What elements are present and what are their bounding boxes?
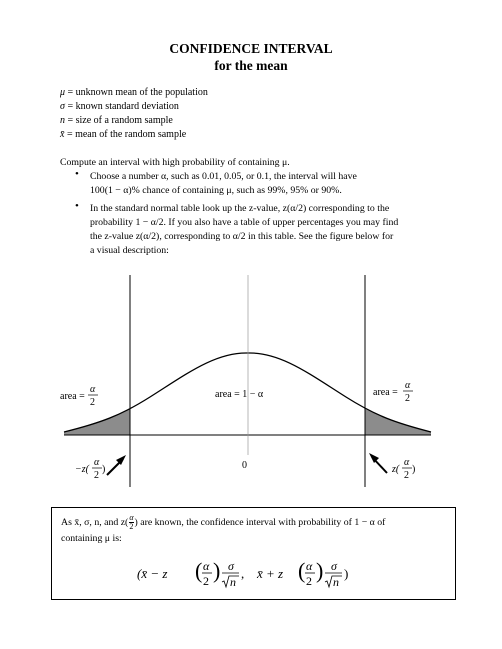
- left-z-frac-den: 2: [94, 470, 99, 481]
- result-line-2: containing μ is:: [61, 533, 122, 544]
- result-box: [51, 507, 456, 600]
- left-z-close: ): [102, 464, 106, 475]
- left-z-label: −z(: [75, 464, 89, 475]
- formula-sigma: σ: [228, 559, 234, 573]
- document-subtitle: for the mean: [214, 58, 288, 73]
- right-z-frac-num: α: [404, 457, 410, 468]
- left-z-frac-num: α: [94, 457, 100, 468]
- right-area-label: area =: [373, 387, 398, 398]
- definition-n: n = size of a random sample: [60, 115, 173, 126]
- right-area-frac-num: α: [405, 380, 411, 391]
- right-z-frac-den: 2: [404, 470, 409, 481]
- formula-two: 2: [203, 574, 209, 588]
- inline-fraction: $\frac{\alpha}{2}$: [129, 513, 134, 531]
- formula-sigma: σ: [331, 559, 337, 573]
- bullet-1-line-2: 100(1 − α)% chance of containing μ, such as 99%, 95% or 90%.: [90, 185, 342, 196]
- formula-two: 2: [306, 574, 312, 588]
- right-z-close: ): [412, 464, 416, 475]
- bullet-dot: •: [75, 168, 79, 180]
- left-area-frac-num: α: [90, 384, 96, 395]
- bullet-2-line-1: In the standard normal table look up the z-value, z(α/2) corresponding to the: [90, 203, 390, 214]
- formula-close: ): [344, 566, 349, 581]
- bullet-2-line-3: the z-value z(α/2), corresponding to α/2 in this table. See the figure below for: [90, 231, 394, 242]
- left-area-frac-den: 2: [90, 397, 95, 408]
- formula-alpha: α: [203, 559, 210, 573]
- right-z-label: z(: [392, 464, 400, 475]
- result-line-1-prefix: As x̄, σ, n, and z(: [61, 516, 129, 528]
- formula-paren: ): [316, 558, 324, 583]
- bullet-dot: •: [75, 200, 79, 212]
- result-line-1-suffix: ) are known, the confidence interval with probability of 1 − α of: [134, 516, 386, 528]
- formula-paren: ): [213, 558, 221, 583]
- result-text: [61, 514, 446, 547]
- formula-paren: (: [195, 558, 203, 583]
- intro-text: Compute an interval with high probability of containing μ.: [60, 157, 290, 168]
- definition-mu: μ = unknown mean of the population: [60, 87, 208, 98]
- bullet-1-line-1: Choose a number α, such as 0.01, 0.05, or 0.1, the interval will have: [90, 171, 357, 182]
- formula-paren: (: [298, 558, 306, 583]
- formula-n: n: [230, 575, 236, 589]
- bullet-2-line-2: probability 1 − α/2. If you also have a table of upper percentages you may find: [90, 217, 399, 228]
- formula-open: (x̄ − z: [137, 566, 168, 581]
- formula-alpha: α: [306, 559, 313, 573]
- formula-comma: ,: [241, 566, 245, 581]
- confidence-interval-formula: [52, 552, 455, 592]
- definition-xbar: x̄ = mean of the random sample: [60, 129, 187, 140]
- document-title: CONFIDENCE INTERVAL: [169, 41, 333, 56]
- right-area-frac-den: 2: [405, 393, 410, 404]
- left-area-label: area =: [60, 391, 85, 402]
- bullet-2-line-4: a visual description:: [90, 245, 169, 256]
- definition-sigma: σ = known standard deviation: [60, 101, 179, 112]
- zero-label: 0: [242, 460, 247, 471]
- formula-n: n: [333, 575, 339, 589]
- formula-plus: x̄ + z: [257, 566, 284, 581]
- center-area-label: area = 1 − α: [215, 389, 264, 400]
